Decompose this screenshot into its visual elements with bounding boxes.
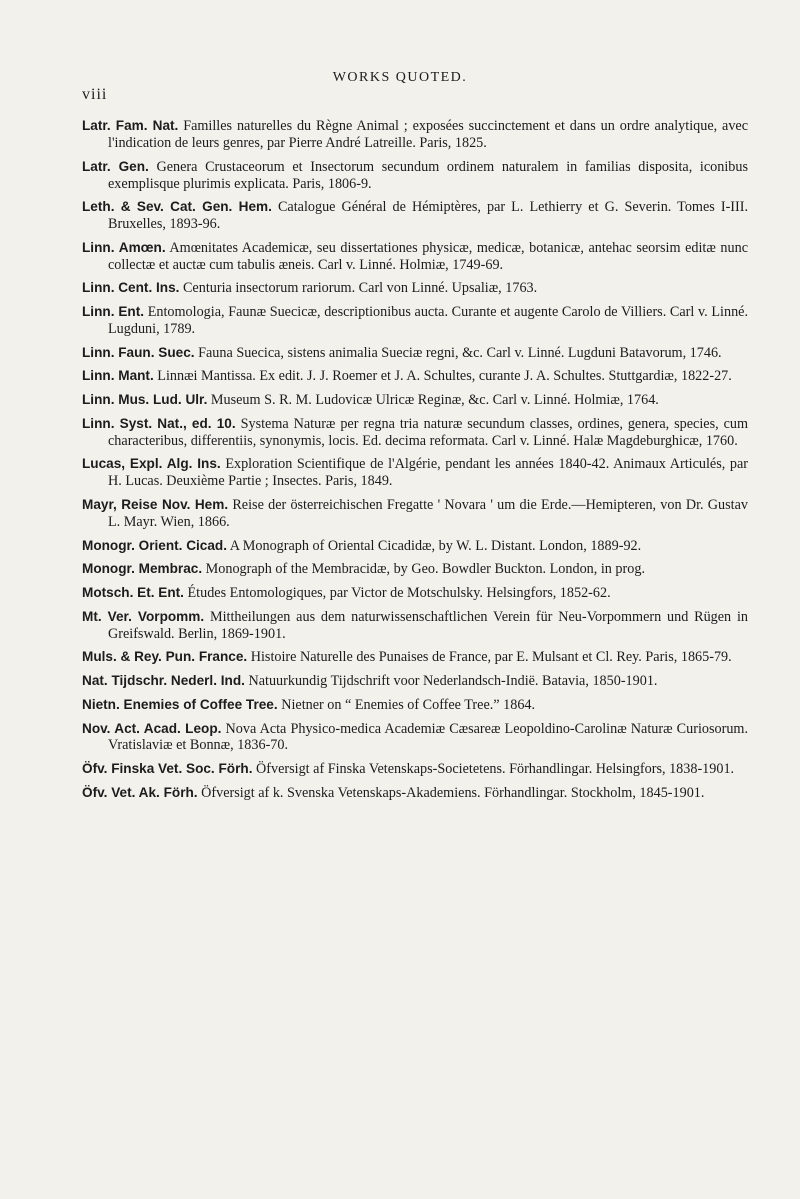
entry-citation: Monograph of the Membracidæ, by Geo. Bowdler Buckton. London, in prog. xyxy=(205,561,645,578)
bibliography-entry xyxy=(82,561,748,578)
entry-abbreviation: Linn. Ent. xyxy=(82,304,145,320)
bibliography-entry xyxy=(82,721,748,755)
bibliography-entry xyxy=(82,649,748,666)
bibliography-entry xyxy=(82,673,748,690)
entry-abbreviation: Öfv. Vet. Ak. Förh. xyxy=(82,784,198,800)
entry-abbreviation: Linn. Faun. Suec. xyxy=(82,344,195,360)
bibliography-entry xyxy=(82,280,748,297)
bibliography-entry xyxy=(82,240,748,274)
bibliography-entry xyxy=(82,497,748,531)
bibliography-entry xyxy=(82,697,748,714)
entry-citation: Histoire Naturelle des Punaises de France, par E. Mulsant et Cl. Rey. Paris, 1865-79. xyxy=(250,649,732,666)
entry-citation: Catalogue Général de Hémiptères, par L. Lethierry et G. Severin. Tomes I-III. Bruxelles, 1893-96. xyxy=(108,199,749,233)
bibliography-entry xyxy=(82,609,748,643)
bibliography-entry xyxy=(82,345,748,362)
entry-citation: Reise der österreichischen Fregatte ' Novara ' um die Erde.—Hemipteren, von Dr. Gustav L. Mayr. Wien, 1866. xyxy=(108,497,748,530)
entry-abbreviation: Monogr. Orient. Cicad. xyxy=(82,537,228,553)
entry-abbreviation: Latr. Fam. Nat. xyxy=(82,118,179,133)
entry-citation: Familles naturelles du Règne Animal ; exposées succinctement et dans un ordre analytique, avec l'indication de leurs genres, par Pierre André Latreille. Paris, 1825. xyxy=(108,118,749,151)
entry-citation: Études Entomologiques, par Victor de Motschulsky. Helsingfors, 1852-62. xyxy=(187,585,611,602)
bibliography-entry xyxy=(82,368,748,385)
entry-citation: Centuria insectorum rariorum. Carl von Linné. Upsaliæ, 1763. xyxy=(182,280,538,297)
entry-citation: Nietner on “ Enemies of Coffee Tree.” 1864. xyxy=(281,696,536,713)
bibliography-entry xyxy=(82,785,748,802)
bibliography-entry xyxy=(82,392,748,409)
entry-abbreviation: Linn. Mus. Lud. Ulr. xyxy=(82,392,208,408)
entry-citation: Museum S. R. M. Ludovicæ Ulricæ Reginæ, &c. Carl v. Linné. Holmiæ, 1764. xyxy=(210,392,659,409)
entry-abbreviation: Nov. Act. Acad. Leop. xyxy=(82,720,222,736)
entry-abbreviation: Mt. Ver. Vorpomm. xyxy=(82,608,205,624)
bibliography-entry xyxy=(82,416,748,450)
entry-abbreviation: Linn. Amœn. xyxy=(82,239,166,255)
bibliography-list xyxy=(82,118,748,802)
bibliography-entry xyxy=(82,538,748,555)
entry-abbreviation: Linn. Mant. xyxy=(82,368,154,384)
page-number: viii xyxy=(82,86,108,103)
entry-citation: Öfversigt af k. Svenska Vetenskaps-Akademiens. Förhandlingar. Stockholm, 1845-1901. xyxy=(201,784,705,801)
bibliography-entry xyxy=(82,159,748,193)
entry-citation: Fauna Suecica, sistens animalia Sueciæ regni, &c. Carl v. Linné. Lugduni Batavorum, 1746. xyxy=(198,344,722,361)
entry-citation: Exploration Scientifique de l'Algérie, pendant les années 1840-42. Animaux Articulés, par H. Lucas. Deuxième Partie ; Insectes. Paris, 1849. xyxy=(108,456,749,490)
entry-citation: Linnæi Mantissa. Ex edit. J. J. Roemer et J. A. Schultes, curante J. A. Schultes. Stuttgardiæ, 1822-27. xyxy=(157,368,732,385)
bibliography-entry xyxy=(82,761,748,778)
bibliography-entry xyxy=(82,118,748,152)
entry-abbreviation: Lucas, Expl. Alg. Ins. xyxy=(82,456,221,472)
entry-abbreviation: Monogr. Membrac. xyxy=(82,561,203,577)
entry-citation: Amœnitates Academicæ, seu dissertationes physicæ, medicæ, botanicæ, antehac seorsim editæ nunc collectæ et auctæ cum tabulis æneis. Carl v. Linné. Holmiæ, 1749-69. xyxy=(108,239,748,273)
running-title: WORKS QUOTED. xyxy=(332,70,468,85)
entry-citation: A Monograph of Oriental Cicadidæ, by W. L. Distant. London, 1889-92. xyxy=(229,537,642,554)
bibliography-entry xyxy=(82,585,748,602)
entry-citation: Genera Crustaceorum et Insectorum secundum ordinem naturalem in familias disposita, iconibus exemplisque plurimis explicata. Paris, 1806-9. xyxy=(108,158,749,192)
entry-abbreviation: Linn. Cent. Ins. xyxy=(82,280,180,296)
entry-abbreviation: Motsch. Et. Ent. xyxy=(82,585,184,601)
entry-citation: Mittheilungen aus dem naturwissenschaftlichen Verein für Neu-Vorpommern und Rügen in Greifswald. Berlin, 1869-1901. xyxy=(108,608,749,642)
bibliography-entry xyxy=(82,304,748,338)
entry-abbreviation: Öfv. Finska Vet. Soc. Förh. xyxy=(82,761,253,777)
entry-citation: Entomologia, Faunæ Suecicæ, descriptionibus aucta. Curante et augente Carolo de Villiers. Carl v. Linné. Lugduni, 1789. xyxy=(108,304,749,338)
entry-abbreviation: Nietn. Enemies of Coffee Tree. xyxy=(82,696,278,712)
entry-abbreviation: Linn. Syst. Nat., ed. 10. xyxy=(82,415,236,431)
entry-citation: Öfversigt af Finska Vetenskaps-Societetens. Förhandlingar. Helsingfors, 1838-1901. xyxy=(256,761,735,778)
bibliography-entry xyxy=(82,456,748,490)
entry-citation: Nova Acta Physico-medica Academiæ Cæsareæ Leopoldino-Carolinæ Naturæ Curiosorum. Vratislaviæ et Bonnæ, 1836-70. xyxy=(108,720,748,754)
entry-abbreviation: Leth. & Sev. Cat. Gen. Hem. xyxy=(82,199,272,215)
entry-abbreviation: Mayr, Reise Nov. Hem. xyxy=(82,497,229,513)
entry-abbreviation: Muls. & Rey. Pun. France. xyxy=(82,649,248,665)
entry-citation: Natuurkundig Tijdschrift voor Nederlandsch-Indië. Batavia, 1850-1901. xyxy=(248,673,658,690)
entry-abbreviation: Latr. Gen. xyxy=(82,158,149,174)
bibliography-entry xyxy=(82,199,748,233)
entry-citation: Systema Naturæ per regna tria naturæ secundum classes, ordines, genera, species, cum characteribus, differentiis, synonymis, locis. Ed. decima reformata. Carl v. Linné. Halæ Magdeburghicæ, 1760. xyxy=(108,415,749,449)
entry-abbreviation: Nat. Tijdschr. Nederl. Ind. xyxy=(82,673,245,689)
